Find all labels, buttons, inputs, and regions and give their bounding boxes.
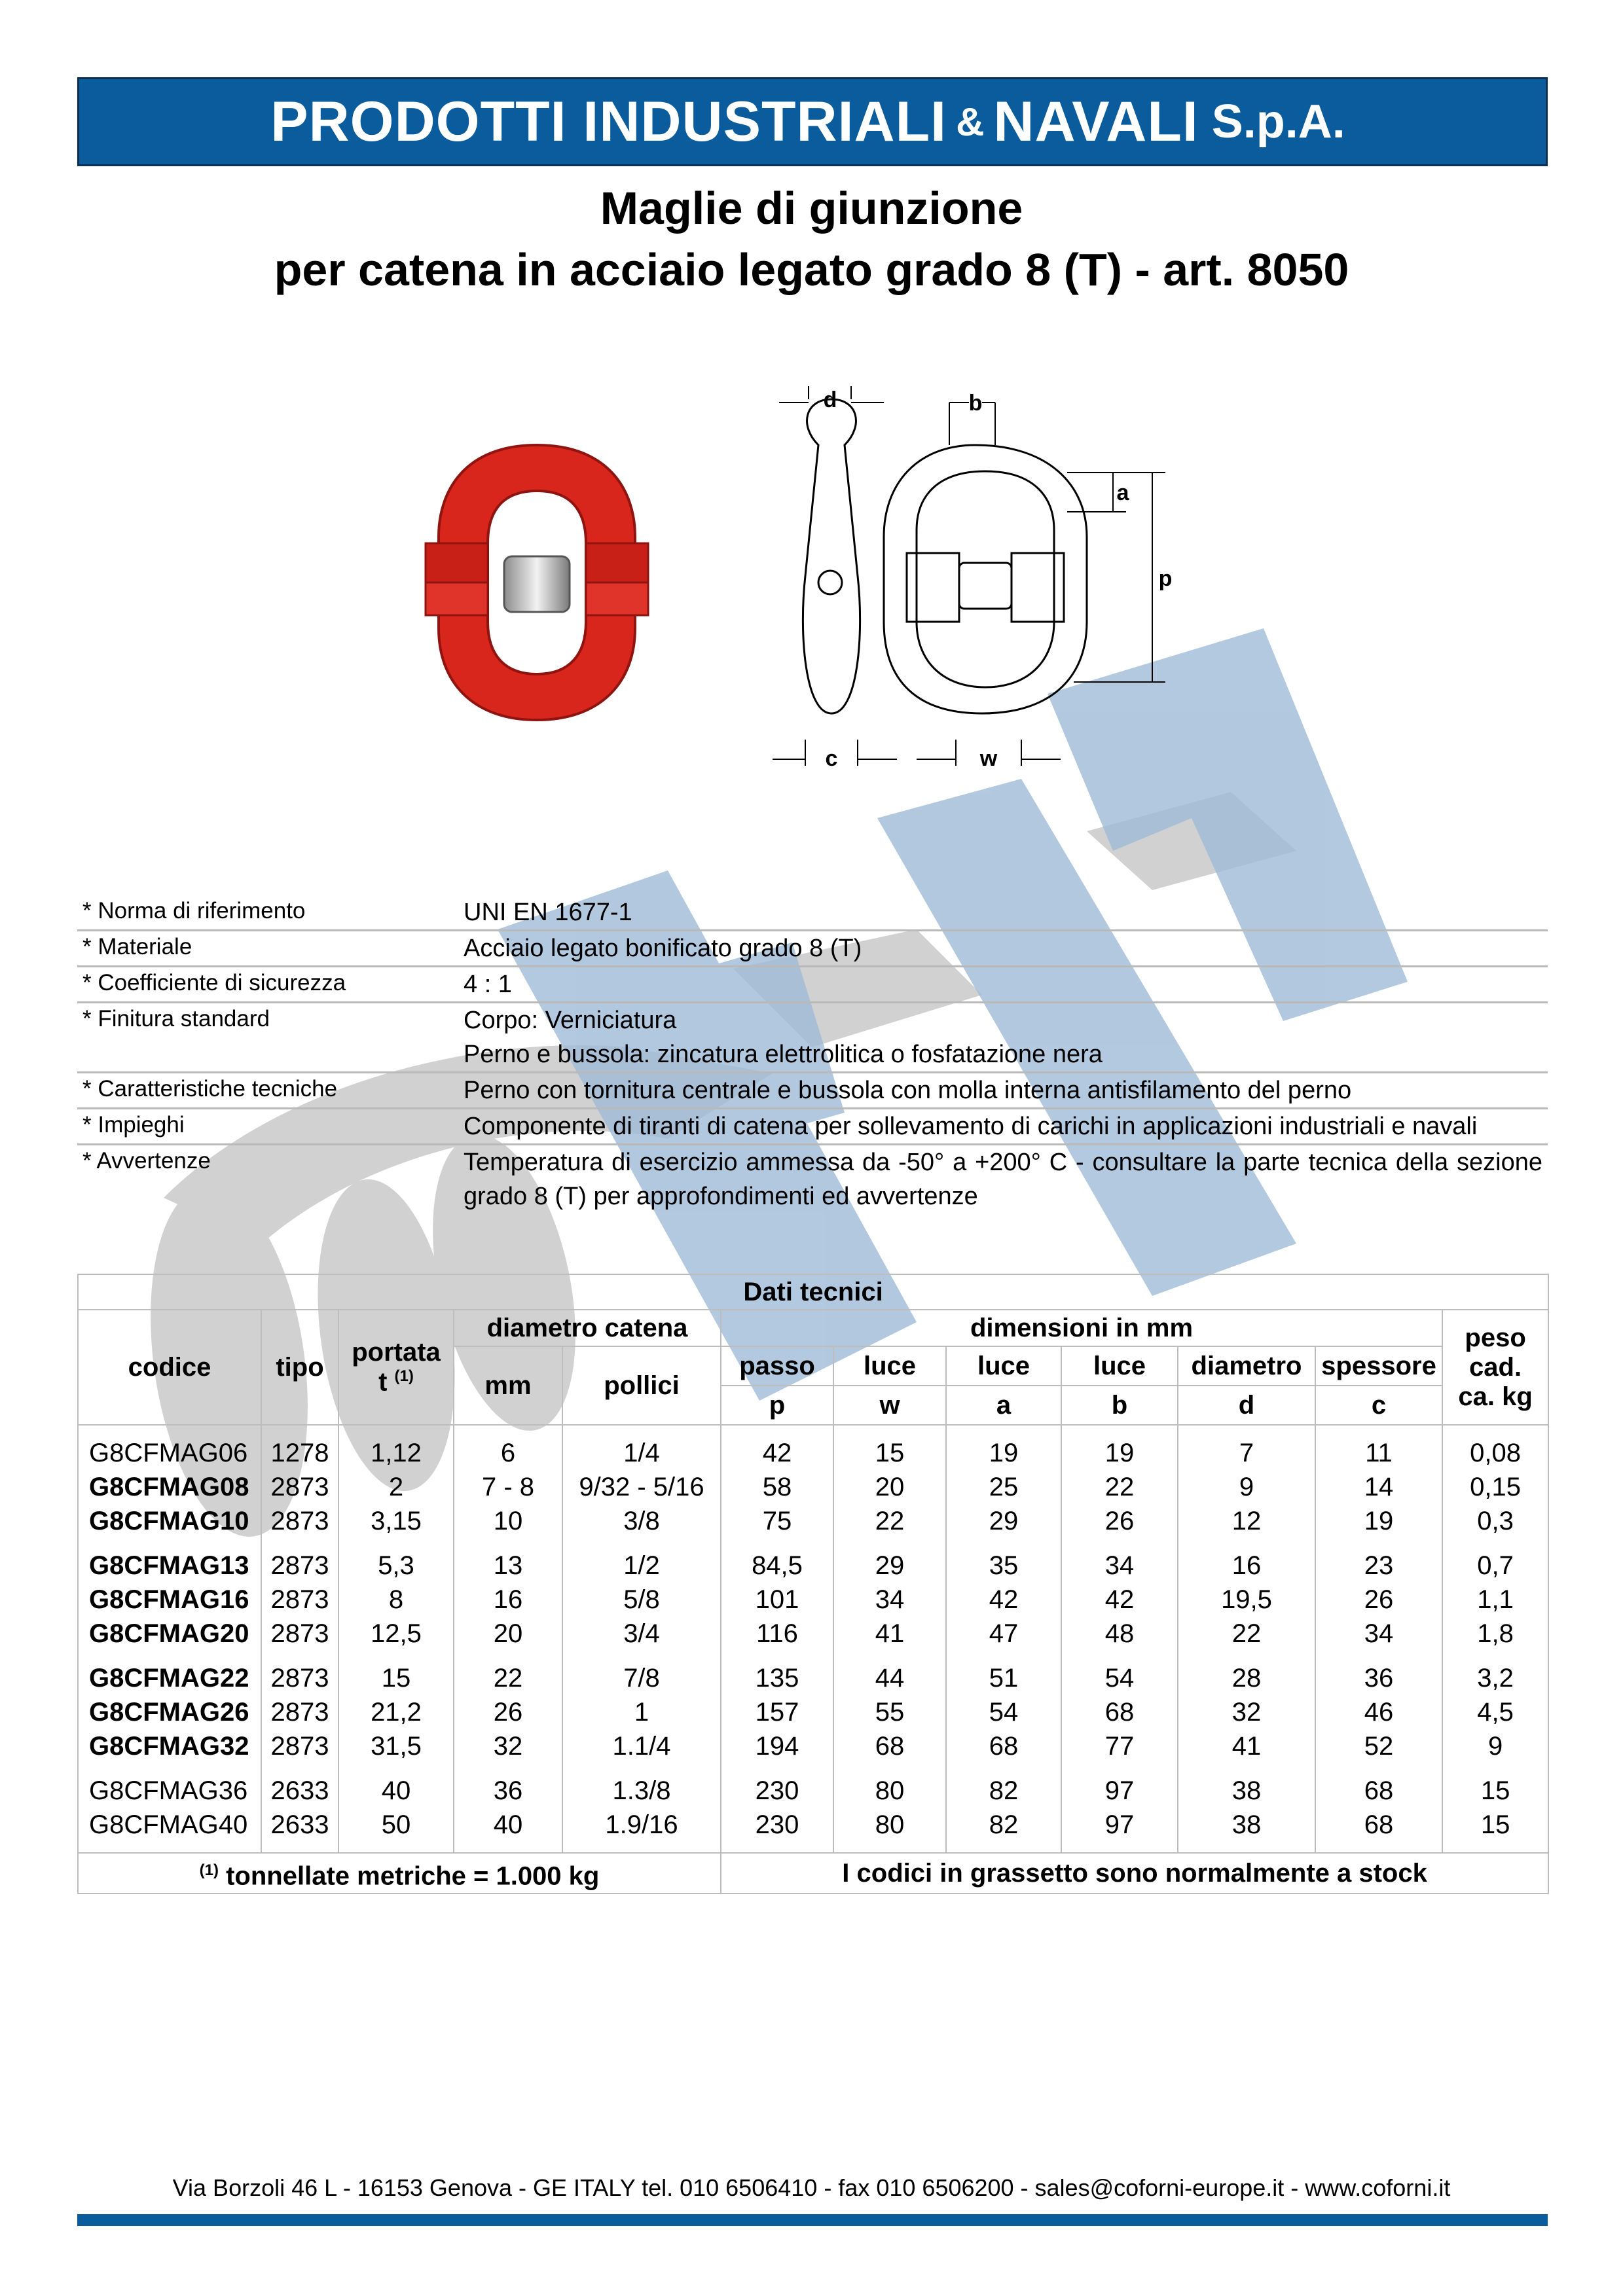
col-header-spessore: spessore (1315, 1346, 1442, 1386)
table-cell: 22 (1178, 1617, 1315, 1651)
table-cell: 20 (833, 1470, 946, 1504)
table-cell: 19 (946, 1436, 1061, 1470)
spacer-cell (1061, 1842, 1178, 1853)
table-cell: 34 (833, 1583, 946, 1617)
table-cell: 77 (1061, 1729, 1178, 1763)
col-header-luce-b-symbol: b (1061, 1386, 1178, 1425)
table-cell: 80 (833, 1808, 946, 1842)
spec-row (77, 967, 1548, 1003)
spacer-cell (1442, 1763, 1548, 1774)
spacer-cell (1315, 1763, 1442, 1774)
product-code-cell: G8CFMAG16 (78, 1583, 261, 1617)
table-cell: 11 (1315, 1436, 1442, 1470)
table-row (78, 1549, 1548, 1583)
spacer-cell (833, 1763, 946, 1774)
table-cell: 97 (1061, 1774, 1178, 1808)
col-header-luce-a-symbol: a (946, 1386, 1061, 1425)
table-cell: 36 (1315, 1661, 1442, 1695)
spacer-cell (1178, 1425, 1315, 1436)
spacer-cell (261, 1651, 338, 1661)
table-cell: 26 (454, 1695, 562, 1729)
company-name-part1: PRODOTTI INDUSTRIALI (270, 90, 947, 153)
table-cell: 1,8 (1442, 1617, 1548, 1651)
company-name-amp: & (956, 99, 985, 144)
table-cell: 0,3 (1442, 1504, 1548, 1538)
product-code-cell: G8CFMAG22 (78, 1661, 261, 1695)
group-spacer (78, 1425, 1548, 1436)
table-cell: 19 (1315, 1504, 1442, 1538)
spacer-cell (1061, 1538, 1178, 1549)
table-cell: 12 (1178, 1504, 1315, 1538)
col-header-diametro-symbol: d (1178, 1386, 1315, 1425)
spec-row (77, 1145, 1548, 1213)
spacer-cell (338, 1651, 454, 1661)
product-code-cell: G8CFMAG13 (78, 1549, 261, 1583)
table-body (78, 1425, 1548, 1853)
col-header-luce-b: luce (1061, 1346, 1178, 1386)
spacer-cell (454, 1538, 562, 1549)
spacer-cell (562, 1842, 721, 1853)
product-photo (419, 432, 655, 733)
table-cell: 19 (1061, 1436, 1178, 1470)
table-cell: 6 (454, 1436, 562, 1470)
spacer-cell (562, 1425, 721, 1436)
spacer-cell (1315, 1425, 1442, 1436)
table-cell: 82 (946, 1774, 1061, 1808)
table-row (78, 1583, 1548, 1617)
table-cell: 2633 (261, 1808, 338, 1842)
table-cell: 97 (1061, 1808, 1178, 1842)
table-row (78, 1774, 1548, 1808)
footer-address: Via Borzoli 46 L - 16153 Genova - GE ITALY tel. 010 6506410 - fax 010 6506200 - sales@coforni-europe.it - www.coforni.it (172, 2174, 1451, 2201)
table-cell: 12,5 (338, 1617, 454, 1651)
spec-key: * Coefficiente di sicurezza (82, 970, 346, 996)
table-cell: 14 (1315, 1470, 1442, 1504)
table-row (78, 1504, 1548, 1538)
table-cell: 20 (454, 1617, 562, 1651)
dim-label-c: c (825, 746, 838, 771)
col-header-diametro: diametro (1178, 1346, 1315, 1386)
table-cell: 41 (833, 1617, 946, 1651)
spec-key: * Impieghi (82, 1112, 185, 1138)
spacer-cell (78, 1538, 261, 1549)
table-cell: 55 (833, 1695, 946, 1729)
table-cell: 7 (1178, 1436, 1315, 1470)
table-cell: 230 (721, 1774, 833, 1808)
spacer-cell (1178, 1538, 1315, 1549)
group-spacer (78, 1842, 1548, 1853)
col-header-peso-line3: ca. kg (1458, 1382, 1533, 1411)
spec-row (77, 1003, 1548, 1073)
table-cell: 9 (1442, 1729, 1548, 1763)
table-cell: 16 (454, 1583, 562, 1617)
table-cell: 22 (1061, 1470, 1178, 1504)
product-code-cell: G8CFMAG10 (78, 1504, 261, 1538)
spacer-cell (833, 1842, 946, 1853)
table-cell: 1 (562, 1695, 721, 1729)
spacer-cell (1178, 1763, 1315, 1774)
spacer-cell (1442, 1425, 1548, 1436)
spacer-cell (946, 1538, 1061, 1549)
col-header-spessore-symbol: c (1315, 1386, 1442, 1425)
spacer-cell (1315, 1651, 1442, 1661)
table-cell: 2873 (261, 1470, 338, 1504)
footnote-mark: (1) (199, 1861, 219, 1879)
technical-data-table (77, 1274, 1548, 1894)
col-header-passo-symbol: p (721, 1386, 833, 1425)
table-cell: 15 (1442, 1808, 1548, 1842)
spacer-cell (833, 1651, 946, 1661)
dim-label-a: a (1116, 480, 1129, 505)
product-code-cell: G8CFMAG36 (78, 1774, 261, 1808)
col-header-luce-w: luce (833, 1346, 946, 1386)
table-cell: 1/2 (562, 1549, 721, 1583)
table-cell: 68 (833, 1729, 946, 1763)
company-name-part2: NAVALI (993, 90, 1199, 153)
footer-bar (77, 2214, 1548, 2226)
spacer-cell (261, 1842, 338, 1853)
spacer-cell (338, 1842, 454, 1853)
table-cell: 3/8 (562, 1504, 721, 1538)
spacer-cell (1442, 1651, 1548, 1661)
table-cell: 50 (338, 1808, 454, 1842)
spec-key: * Avvertenze (82, 1148, 211, 1174)
spec-value: Componente di tiranti di catena per sollevamento di carichi in applicazioni industriali e navali (464, 1113, 1478, 1140)
table-cell: 26 (1061, 1504, 1178, 1538)
dim-label-p: p (1158, 566, 1173, 591)
spacer-cell (454, 1842, 562, 1853)
table-cell: 26 (1315, 1583, 1442, 1617)
table-cell: 15 (338, 1661, 454, 1695)
spec-key: * Caratteristiche tecniche (82, 1076, 338, 1102)
table-cell: 32 (454, 1729, 562, 1763)
col-header-peso-line1: peso (1465, 1323, 1526, 1352)
table-cell: 68 (1315, 1774, 1442, 1808)
spec-value-line2: Perno e bussola: zincatura elettrolitica o fosfatazione nera (464, 1041, 1103, 1068)
spacer-cell (261, 1538, 338, 1549)
spacer-cell (562, 1763, 721, 1774)
spacer-cell (721, 1842, 833, 1853)
table-cell: 44 (833, 1661, 946, 1695)
table-cell: 9 (1178, 1470, 1315, 1504)
spec-value: UNI EN 1677-1 (464, 899, 632, 926)
spacer-cell (338, 1538, 454, 1549)
table-cell: 68 (1315, 1808, 1442, 1842)
table-cell: 58 (721, 1470, 833, 1504)
table-cell: 51 (946, 1661, 1061, 1695)
spacer-cell (1061, 1425, 1178, 1436)
spacer-cell (1178, 1651, 1315, 1661)
product-code-cell: G8CFMAG40 (78, 1808, 261, 1842)
spacer-cell (1061, 1651, 1178, 1661)
spacer-cell (721, 1538, 833, 1549)
dim-label-b: b (968, 391, 983, 416)
col-header-luce-a: luce (946, 1346, 1061, 1386)
spec-row (77, 1109, 1548, 1145)
dim-label-d: d (823, 387, 837, 412)
technical-drawing (759, 373, 1231, 779)
table-cell: 42 (946, 1583, 1061, 1617)
table-cell: 38 (1178, 1808, 1315, 1842)
table-cell: 38 (1178, 1774, 1315, 1808)
spacer-cell (261, 1425, 338, 1436)
table-cell: 2 (338, 1470, 454, 1504)
page-subtitle: per catena in acciaio legato grado 8 (T) - art. 8050 (274, 244, 1349, 295)
product-code-cell: G8CFMAG32 (78, 1729, 261, 1763)
product-code-cell: G8CFMAG06 (78, 1436, 261, 1470)
table-cell: 29 (946, 1504, 1061, 1538)
spacer-cell (78, 1763, 261, 1774)
col-header-peso-line2: cad. (1469, 1352, 1522, 1382)
table-cell: 40 (454, 1808, 562, 1842)
table-cell: 16 (1178, 1549, 1315, 1583)
table-cell: 75 (721, 1504, 833, 1538)
table-cell: 4,5 (1442, 1695, 1548, 1729)
spacer-cell (721, 1425, 833, 1436)
spec-key: * Materiale (82, 934, 192, 960)
table-cell: 1.9/16 (562, 1808, 721, 1842)
table-cell: 42 (1061, 1583, 1178, 1617)
group-spacer (78, 1763, 1548, 1774)
table-cell: 34 (1061, 1549, 1178, 1583)
table-cell: 1,1 (1442, 1583, 1548, 1617)
table-row (78, 1729, 1548, 1763)
col-header-passo: passo (721, 1346, 833, 1386)
table-cell: 68 (1061, 1695, 1178, 1729)
product-code-cell: G8CFMAG20 (78, 1617, 261, 1651)
spec-value: 4 : 1 (464, 971, 512, 998)
table-cell: 3,2 (1442, 1661, 1548, 1695)
table-cell: 10 (454, 1504, 562, 1538)
col-header-codice: codice (78, 1310, 261, 1425)
group-spacer (78, 1538, 1548, 1549)
table-cell: 32 (1178, 1695, 1315, 1729)
table-row (78, 1436, 1548, 1470)
spacer-cell (833, 1538, 946, 1549)
table-cell: 1/4 (562, 1436, 721, 1470)
table-cell: 48 (1061, 1617, 1178, 1651)
col-header-diametro-catena: diametro catena (454, 1310, 721, 1346)
col-header-dimensioni: dimensioni in mm (721, 1310, 1442, 1346)
table-cell: 7/8 (562, 1661, 721, 1695)
col-header-tipo: tipo (261, 1310, 338, 1425)
table-row (78, 1661, 1548, 1695)
table-cell: 157 (721, 1695, 833, 1729)
spacer-cell (78, 1651, 261, 1661)
table-cell: 5,3 (338, 1549, 454, 1583)
table-cell: 54 (1061, 1661, 1178, 1695)
table-row (78, 1808, 1548, 1842)
col-header-portata-label: portata (352, 1337, 441, 1367)
spacer-cell (454, 1763, 562, 1774)
table-cell: 23 (1315, 1549, 1442, 1583)
table-cell: 15 (1442, 1774, 1548, 1808)
table-cell: 2873 (261, 1729, 338, 1763)
spec-value: Acciaio legato bonificato grado 8 (T) (464, 935, 862, 962)
spec-value (464, 1003, 1548, 1071)
table-cell: 47 (946, 1617, 1061, 1651)
table-cell: 5/8 (562, 1583, 721, 1617)
table-cell: 116 (721, 1617, 833, 1651)
table-cell: 1,12 (338, 1436, 454, 1470)
table-cell: 0,7 (1442, 1549, 1548, 1583)
table-cell: 22 (454, 1661, 562, 1695)
group-spacer (78, 1651, 1548, 1661)
table-cell: 194 (721, 1729, 833, 1763)
spec-key: * Finitura standard (82, 1006, 270, 1031)
table-cell: 84,5 (721, 1549, 833, 1583)
product-code-cell: G8CFMAG08 (78, 1470, 261, 1504)
spacer-cell (454, 1425, 562, 1436)
table-cell: 19,5 (1178, 1583, 1315, 1617)
table-cell: 135 (721, 1661, 833, 1695)
specs-list (77, 895, 1548, 1213)
footnote-text: tonnellate metriche = 1.000 kg (226, 1861, 600, 1891)
table-row (78, 1470, 1548, 1504)
spacer-cell (338, 1763, 454, 1774)
spec-key: * Norma di riferimento (82, 898, 306, 924)
table-cell: 230 (721, 1808, 833, 1842)
spacer-cell (946, 1651, 1061, 1661)
table-cell: 3,15 (338, 1504, 454, 1538)
spacer-cell (946, 1842, 1061, 1853)
col-header-portata-unit: t (378, 1367, 388, 1397)
spacer-cell (78, 1425, 261, 1436)
table-cell: 2633 (261, 1774, 338, 1808)
spacer-cell (1315, 1842, 1442, 1853)
spec-value: Temperatura di esercizio ammessa da -50° a +200° C - consultare la parte tecnica della sezione grado 8 (T) per approfondimenti ed avvertenze (464, 1149, 1542, 1210)
page-title: Maglie di giunzione (600, 183, 1023, 234)
table-cell: 2873 (261, 1504, 338, 1538)
table-cell: 80 (833, 1774, 946, 1808)
table-cell: 15 (833, 1436, 946, 1470)
table-cell: 46 (1315, 1695, 1442, 1729)
table-cell: 13 (454, 1549, 562, 1583)
dim-label-w: w (979, 746, 998, 771)
table-cell: 1278 (261, 1436, 338, 1470)
spacer-cell (78, 1842, 261, 1853)
table-cell: 41 (1178, 1729, 1315, 1763)
spacer-cell (721, 1763, 833, 1774)
company-banner (77, 77, 1548, 166)
table-cell: 2873 (261, 1661, 338, 1695)
spec-row (77, 931, 1548, 967)
stock-note: I codici in grassetto sono normalmente a stock (721, 1853, 1548, 1893)
table-cell: 0,08 (1442, 1436, 1548, 1470)
table-cell: 82 (946, 1808, 1061, 1842)
table-cell: 21,2 (338, 1695, 454, 1729)
company-suffix: S.p.A. (1211, 96, 1345, 148)
table-cell: 1.3/8 (562, 1774, 721, 1808)
spacer-cell (833, 1425, 946, 1436)
table-cell: 2873 (261, 1549, 338, 1583)
table-title: Dati tecnici (78, 1274, 1548, 1310)
footnote-mark: (1) (394, 1367, 414, 1385)
table-cell: 2873 (261, 1583, 338, 1617)
table-cell: 22 (833, 1504, 946, 1538)
table-cell: 2873 (261, 1617, 338, 1651)
table-cell: 25 (946, 1470, 1061, 1504)
table-row (78, 1617, 1548, 1651)
col-header-peso (1442, 1310, 1548, 1425)
table-cell: 2873 (261, 1695, 338, 1729)
table-cell: 1.1/4 (562, 1729, 721, 1763)
table-cell: 42 (721, 1436, 833, 1470)
col-header-mm: mm (454, 1346, 562, 1425)
spec-row (77, 1073, 1548, 1109)
table-cell: 29 (833, 1549, 946, 1583)
col-header-luce-w-symbol: w (833, 1386, 946, 1425)
spacer-cell (562, 1651, 721, 1661)
table-cell: 52 (1315, 1729, 1442, 1763)
table-cell: 68 (946, 1729, 1061, 1763)
table-cell: 34 (1315, 1617, 1442, 1651)
spacer-cell (721, 1651, 833, 1661)
spacer-cell (1061, 1763, 1178, 1774)
table-row (78, 1695, 1548, 1729)
spec-row (77, 895, 1548, 931)
table-cell: 36 (454, 1774, 562, 1808)
spacer-cell (338, 1425, 454, 1436)
spacer-cell (562, 1538, 721, 1549)
table-cell: 54 (946, 1695, 1061, 1729)
spacer-cell (1442, 1842, 1548, 1853)
table-cell: 40 (338, 1774, 454, 1808)
table-cell: 7 - 8 (454, 1470, 562, 1504)
spec-value: Perno con tornitura centrale e bussola con molla interna antisfilamento del perno (464, 1077, 1352, 1104)
product-code-cell: G8CFMAG26 (78, 1695, 261, 1729)
spacer-cell (946, 1425, 1061, 1436)
col-header-pollici: pollici (562, 1346, 721, 1425)
table-cell: 101 (721, 1583, 833, 1617)
col-header-portata (338, 1310, 454, 1425)
spacer-cell (1315, 1538, 1442, 1549)
spacer-cell (454, 1651, 562, 1661)
spec-value-line1: Corpo: Verniciatura (464, 1007, 677, 1034)
table-cell: 35 (946, 1549, 1061, 1583)
table-cell: 0,15 (1442, 1470, 1548, 1504)
spacer-cell (261, 1763, 338, 1774)
table-cell: 28 (1178, 1661, 1315, 1695)
table-cell: 8 (338, 1583, 454, 1617)
spacer-cell (1178, 1842, 1315, 1853)
table-cell: 3/4 (562, 1617, 721, 1651)
spacer-cell (1442, 1538, 1548, 1549)
table-cell: 9/32 - 5/16 (562, 1470, 721, 1504)
table-cell: 31,5 (338, 1729, 454, 1763)
footnote (78, 1853, 721, 1893)
spacer-cell (946, 1763, 1061, 1774)
